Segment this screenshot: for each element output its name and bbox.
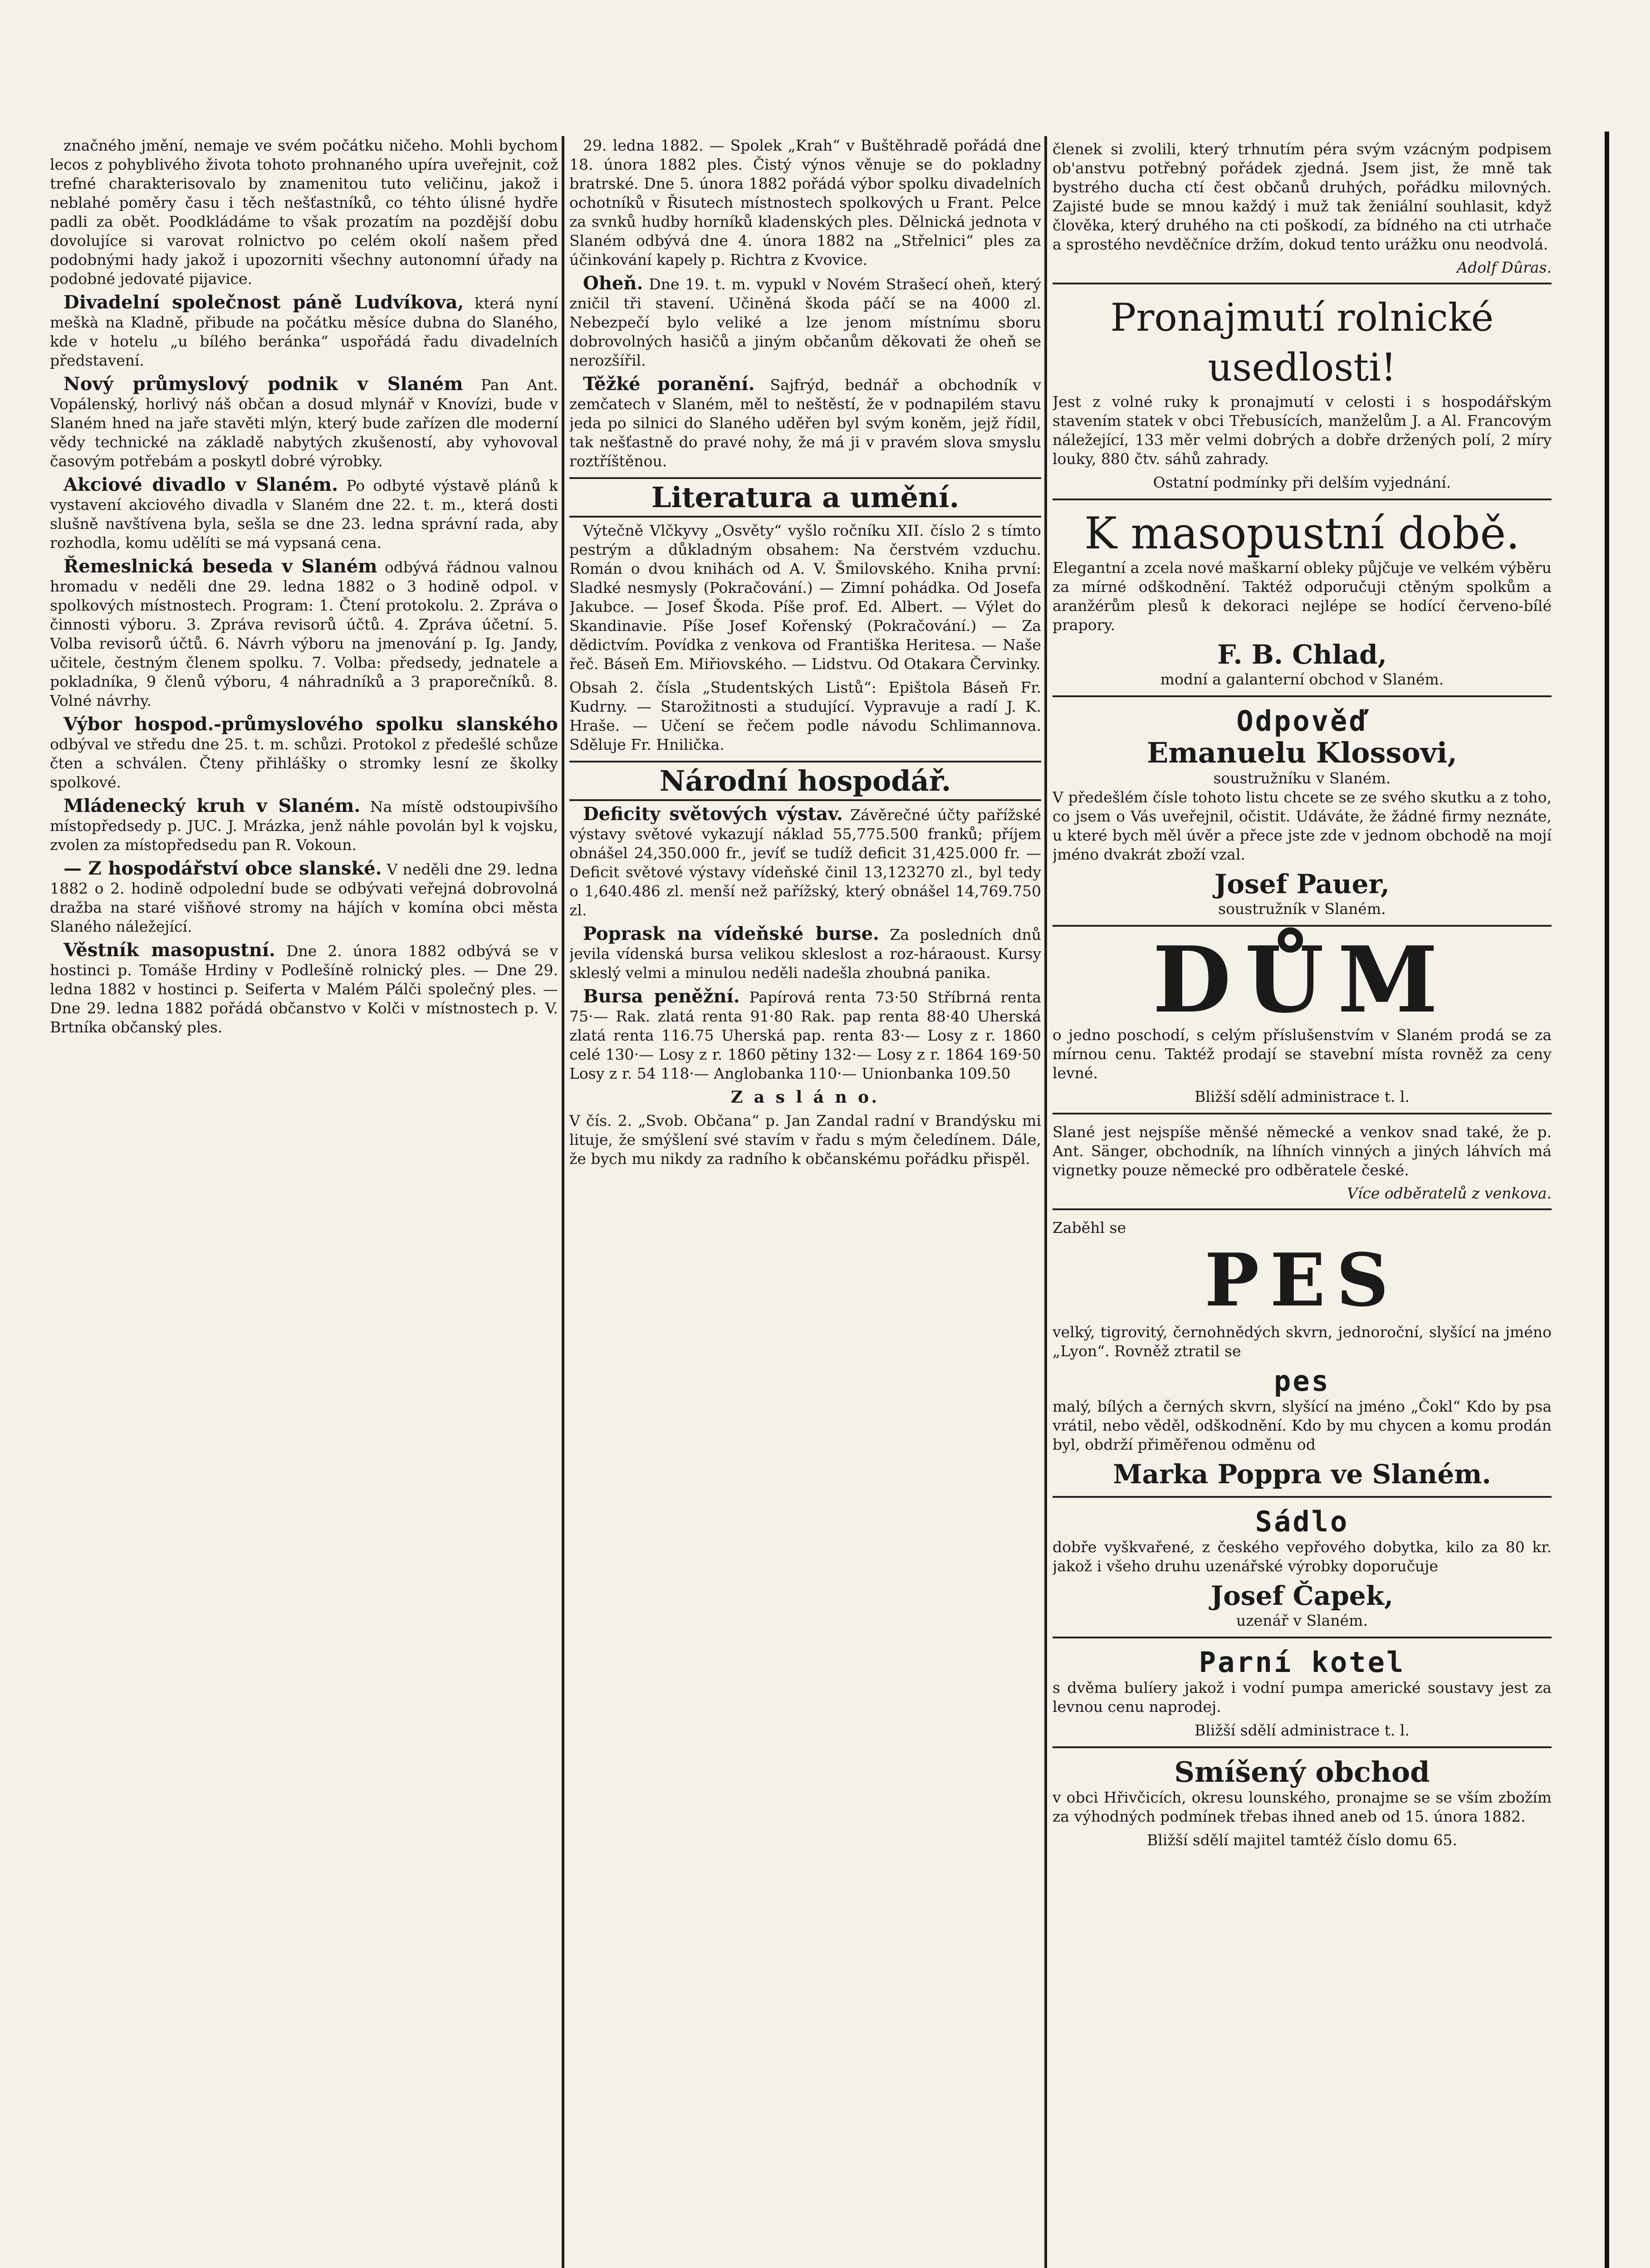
ad-heading-2: Emanuelu Klossovi,: [1147, 736, 1457, 769]
ad-heading: K masopustní době.: [1084, 508, 1520, 559]
column-1: [50, 136, 558, 2268]
ad-text: s dvěma bulíery jakož i vodní pumpa americké soustavy jest za levnou cenu naprodej.: [1053, 1679, 1552, 1716]
ad-shop: [1053, 1753, 1552, 1856]
ad-subtext: soustružníku v Slaném.: [1213, 769, 1391, 787]
article-text: Závěrečné účty pařížské výstavy světové vykazují náklad 55,775.500 franků; příjem obnášel 24,350.000 fr., jevíť se tudíž deficit 31,425.000 fr. — Deficit světové výstavy vídeňské činil 13,123270 zl., byl tedy o 1,640.486 zl. menší než pařížský, který obnášel 14,769.750 zl.: [569, 806, 1041, 919]
column-rule: [1044, 136, 1047, 2268]
ad-heading: PES: [1204, 1237, 1400, 1323]
ad-subtext: soustružník v Slaném.: [1218, 900, 1386, 918]
section-heading: Národní hospodář.: [569, 761, 1041, 801]
ad-text: Elegantní a zcela nové maškarní obleky půjčuje ve velkém výběru za mírné odškodnění. Taktéž odporučuji ctěným spolkům a aranžérům plesů k dekoraci nejlépe se hodící červeno-bílé prapory.: [1053, 559, 1552, 634]
article-title: Bursa peněžní.: [583, 986, 740, 1007]
article: [50, 475, 558, 552]
ad-text: dobře vyškvařené, z českého vepřového dobytka, kilo za 80 kr. jakož i všeho druhu uzenářské výrobky doporučuje: [1053, 1538, 1552, 1575]
article-text: která nyní meškà na Kladně, přibude na počátku měsíce dubna do Slaného, kde v hotelu „u bílého beránka“ uspořádá řadu divadelních představení.: [50, 294, 558, 369]
article: [569, 805, 1041, 920]
zaslano-heading: Z a s l á n o.: [730, 1088, 880, 1107]
ad-reply: [1053, 702, 1552, 927]
article: [50, 797, 558, 855]
ad-lard: [1053, 1502, 1552, 1638]
ad-heading: Smíšený obchod: [1174, 1755, 1430, 1789]
ad-labels: [1053, 1119, 1552, 1210]
article: [50, 375, 558, 471]
ad-text: velký, tigrovitý, černohnědých skvrn, jednoroční, slyšící na jméno „Lyon“. Rovněž ztratil se: [1053, 1323, 1552, 1360]
article: [569, 375, 1041, 471]
article-text: odbýval ve středu dne 25. t. m. schůzi. Protokol z předešlé schůze čten a schválen. Čteny přihlášky o stromky lesní ze školky spolkové.: [50, 735, 558, 791]
ad-heading-2: pes: [1274, 1364, 1330, 1398]
ad-text: Jest z volné ruky k pronajmutí v celosti i s hospodářským stavením statek v obci Třebusících, manželům J. a Al. Francovým náležející, 133 měr velmi dobrých a dobře držených polí, 2 míry louky, 880 čtv. sáhů zahrady.: [1053, 393, 1552, 468]
ad-text: v obci Hřivčicích, okresu lounského, pronajme se se vším zbožím za výhodných podmínek třebas ihned aneb od 15. února 1882.: [1053, 1789, 1552, 1825]
ad-subtext: modní a galanterní obchod v Slaném.: [1160, 670, 1444, 688]
article-title: Těžké poranění.: [583, 373, 755, 395]
column-rule: [562, 136, 564, 2268]
article-text: Za posledních dnů jevila vídenská bursa velikou skleslost a roz-háraoust. Kursy skleslý velmi a minulou neděli nadešla zhoubná panika.: [569, 926, 1041, 982]
section-heading: Literatura a umění.: [569, 477, 1041, 518]
article-text: Po odbyté výstavě plánů k vystavení akciového divadla v Slaném dne 22. t. m., která dosti slušně navštívena byla, sešla se dne 23. ledna správní rada, aby rozhodla, komu udělíti se má vypsaná cena.: [50, 477, 558, 552]
column-3: [1053, 136, 1552, 2268]
article: [50, 557, 558, 710]
article-text: značného jmění, nemaje ve svém počátku ničeho. Mohli bychom lecos z pohyblivého života tohoto prohnaného upíra uveřejnit, což trefné charakterisovalo by znamenitou tuto veličinu, jakož i neblahé poměry času i těch nešťastníků, co téhto úlisné hydře padli za obět. Poodkládáme to však prozatím na pozdější dobu dovolujíce si varovat rolnictvo po celém okolí našem před podobnými hady jakož i upozorniti všechny autonomní úřady na podobné jedovaté pijavice.: [50, 137, 558, 288]
ad-text: malý, bílých a černých skvrn, slyšící na jméno „Čokl“ Kdo by psa vrátil, nebo věděl, odškodnění. Kdo by mu chycen a komu prodán byl, obdrží přiměřenou odměnu od: [1053, 1398, 1552, 1453]
article-text: Dne 2. února 1882 odbývá se v hostinci p. Tomáše Hrdiny v Podlešíně rolnický ples. — Dne 29. ledna 1882 v hostinci p. Seiferta v Malém Pálči společný ples. — Dne 29. ledna 1882 pořádá občanstvo v Kolči v místnostech p. V. Brtníka občanský ples.: [50, 942, 558, 1036]
ad-advertiser: Marka Poppra ve Slaném.: [1113, 1459, 1491, 1490]
article-title: — Z hospodářství obce slanské.: [64, 858, 382, 879]
ad-dog: [1053, 1215, 1552, 1498]
article-title: Divadelní společnost páně Ludvíkova,: [64, 292, 464, 313]
page-border: [1605, 132, 1609, 2268]
ad-text: Slané jest nejspíše měnšé německé a venkov snad také, že p. Ant. Sänger, obchodník, na líhních vinných a jiných láhvích má vignetky pouze německé pro odběratele české.: [1053, 1123, 1552, 1179]
article-text: Sajfrýd, bednář a obchodník v zemčatech v Slaném, měl to neštěstí, že v podnapilém stavu jeda po silnici do Slaného uděřen byl svým koněm, jejž řídil, tak nešťastně do pravé nohy, že má ji v pravém slova smyslu roztříštěnou.: [569, 376, 1041, 470]
ad-boiler: [1053, 1643, 1552, 1748]
article-title: Řemeslnická beseda v Slaném: [64, 556, 377, 577]
ad-advertiser: Josef Pauer,: [1214, 869, 1390, 899]
article-title: Poprask na vídeňské burse.: [583, 923, 879, 944]
ad-subtext: uzenář v Slaném.: [1236, 1612, 1368, 1629]
ad-subtext: Bližší sdělí administrace t. l.: [1195, 1721, 1410, 1739]
article-text: Obsah 2. čísla „Studentských Listů“: Epištola Báseň Fr. Kudrny. — Starožitnosti a studující. Vypravuje a radí J. K. Hraše. — Učení se řečem podle návodu Schlimannova. Sděluje Fr. Hnilička.: [569, 679, 1041, 753]
ad-masopust: [1053, 505, 1552, 697]
article-text: Pan Ant. Vopálenský, horlivý náš občan a dosud mlynář v Knovízi, bude v Slaném hned na jaře stavěti mlýn, který bude zařízen dle moderní vědy technické na základě nabytých zkušeností, aby vyhovoval časovým potřebám a poskytl dobré výrobky.: [50, 376, 558, 470]
article-title: Nový průmyslový podnik v Slaném: [64, 373, 463, 395]
ad-heading: Parní kotel: [1199, 1646, 1405, 1679]
article-title: Oheň.: [583, 273, 643, 294]
article: [569, 136, 1041, 269]
letter-text: členek si zvolili, který trhnutím péra svým vzácným podpisem ob'anstvu potřebný pořádek zjedná. Jsem jist, že mně tak bystrého ducha ctí čest občanů druhých, pořádku milovných. Zajisté bude se mnou každý i muž tak ženiální souhlasit, když člověka, který druhého na cti poškodí, za bídného na cti utrhače a sprostého nevděčníce držím, dokud tento urážku onu neodvolá.: [1053, 140, 1552, 253]
ad-lease: [1053, 289, 1552, 500]
ad-lead: Zaběhl se: [1053, 1219, 1126, 1237]
article: [569, 924, 1041, 982]
letter: [1053, 136, 1552, 284]
article: [569, 987, 1041, 1083]
article-text: 29. ledna 1882. — Spolek „Krah“ v Buštěhradě pořádá dne 18. února 1882 ples. Čistý výnos věnuje se do pokladny bratrské. Dne 5. února 1882 pořádá výbor spolku divadelních ochotníků v Řisutech místnostech spolkových u Frant. Pelce za svnků hudby horníků kladenských ples. Dělnická jednota v Slaném odbývá dne 4. února 1882 na „Střelnici“ ples za účinkování kapely p. Richtra z Kvovice.: [569, 137, 1041, 269]
article-text: Dne 19. t. m. vypukl v Novém Strašecí oheň, který zničil tři stavení. Učiněná škoda páčí se na 4000 zl. Nebezpečí bylo veliké a lze jenom místnímu sboru dobrovolných hasičů a jiným občanům děkovati že oheň se nerozšířil.: [569, 275, 1041, 369]
ad-text: V předešlém čísle tohoto listu chcete se ze svého skutku a z toho, co jsem o Vás uveřejnil, očistit. Udáváte, že žádné firmy neznáte, u které bych měl úvěr a přece jste zde v jednom obchodě na mojí jméno dvakrát zboží vzal.: [1053, 788, 1552, 863]
ad-subtext: Bližší sdělí administrace t. l.: [1195, 1088, 1410, 1105]
ad-heading: Odpověď: [1236, 704, 1368, 738]
ad-text: o jedno poschodí, s celým příslušenstvím v Slaném prodá se za mírnou cenu. Taktéž prodají se stavební místa rovněž za ceny levné.: [1053, 1026, 1552, 1082]
ad-advertiser: F. B. Chlad,: [1217, 639, 1387, 670]
article-title: Akciové divadlo v Slaném.: [64, 474, 338, 495]
article-text: odbývá řádnou valnou hromadu v neděli dne 29. ledna 1882 o 3 hodině odpol. v spolkových místnostech. Program: 1. Čtení protokolu. 2. Zpráva o činnosti výboru. 3. Zpráva revisorů účtů. 4. Zpráva účetní. 5. Volba revisorů účtů. 6. Návrh výboru na jmenování p. Ig. Jandy, učitele, čestným členem spolku. 7. Volba: předsedy, jednatele a pokladníka, 9 členů výboru, 4 náhradníků a 3 praporečníků. 8. Volné návrhy.: [50, 558, 558, 709]
article: [50, 293, 558, 370]
ad-advertiser: Josef Čapek,: [1210, 1580, 1394, 1611]
article-title: Deficity světových výstav.: [583, 803, 843, 825]
ad-heading: Sádlo: [1255, 1505, 1349, 1538]
article-title: Mládenecký kruh v Slaném.: [64, 795, 361, 816]
article-text: Na místě odstoupivšího místopředsedy p. JUC. J. Mrázka, jenž náhle povolán byl k vojsku, zvolen za místopředsedu pan R. Vokoun.: [50, 798, 558, 854]
article-text: V čís. 2. „Svob. Občana“ p. Jan Zandal radní v Brandýsku mi lituje, že smýšlení své stavím v řadu s mým čeledínem. Dále, že bych mu nikdy za radního k občanskému pořádku přispěl.: [569, 1112, 1041, 1168]
ad-heading: DŮM: [1152, 927, 1452, 1033]
article: [50, 941, 558, 1037]
article-text: V neděli dne 29. ledna 1882 o 2. hodině odpolední bude se odbývati veřejná dobrovolná dražba na staré višňové stromy na hájích v komína obci města Slaného náležející.: [50, 860, 558, 935]
article-title: Výbor hospod.-průmyslového spolku slanského: [64, 714, 558, 735]
ad-subtext: Bližší sdělí majitel tamtéž číslo domu 65.: [1147, 1831, 1457, 1849]
ad-house: [1053, 927, 1552, 1114]
article: [50, 715, 558, 792]
signature: Adolf Dûras.: [1457, 259, 1552, 276]
article: [50, 859, 558, 936]
article: [50, 136, 558, 288]
ad-note: Ostatní podmínky při delším vyjednání.: [1153, 474, 1451, 491]
ad-heading: Pronajmutí rolnické usedlosti!: [1110, 295, 1494, 390]
column-2: [569, 136, 1041, 2268]
article: [569, 521, 1041, 754]
article: [569, 274, 1041, 370]
article-text: Papírová renta 73·50 Stříbrná renta 75·— Rak. zlatá renta 91·80 Rak. pap renta 88·40 Uherská zlatá renta 116.75 Uherská pap. renta 83·— Losy z r. 1860 celé 130·— Losy z r. 1860 pětiny 132·— Losy z r. 1864 169·50 Losy z r. 54 118·— Anglobanka 110·— Unionbanka 109.50: [569, 988, 1041, 1082]
signature: Více odběratelů z venkova.: [1346, 1184, 1552, 1202]
article-text: Výtečně Vlčkyvy „Osvěty“ vyšlo ročníku XII. číslo 2 s tímto pestrým a důkladným obsahem: Na čerstvém vzduchu. Román o dvou knihách od A. V. Šmilovského. Kniha první: Sladké nesmysly (Pokračování.) — Zimní pohádka. Od Josefa Jakubce. — Josef Škoda. Píše prof. Ed. Albert. — Výlet do Skandinavie. Píše Josef Kořenský (Pokračování.) — Za dědictvím. Povídka z venkova od Františka Heritesa. — Naše řeč. Báseň Em. Miřiovského. — Lidstvu. Od Otakara Červinky.: [569, 522, 1041, 673]
article-title: Věstník masopustní.: [64, 939, 275, 961]
